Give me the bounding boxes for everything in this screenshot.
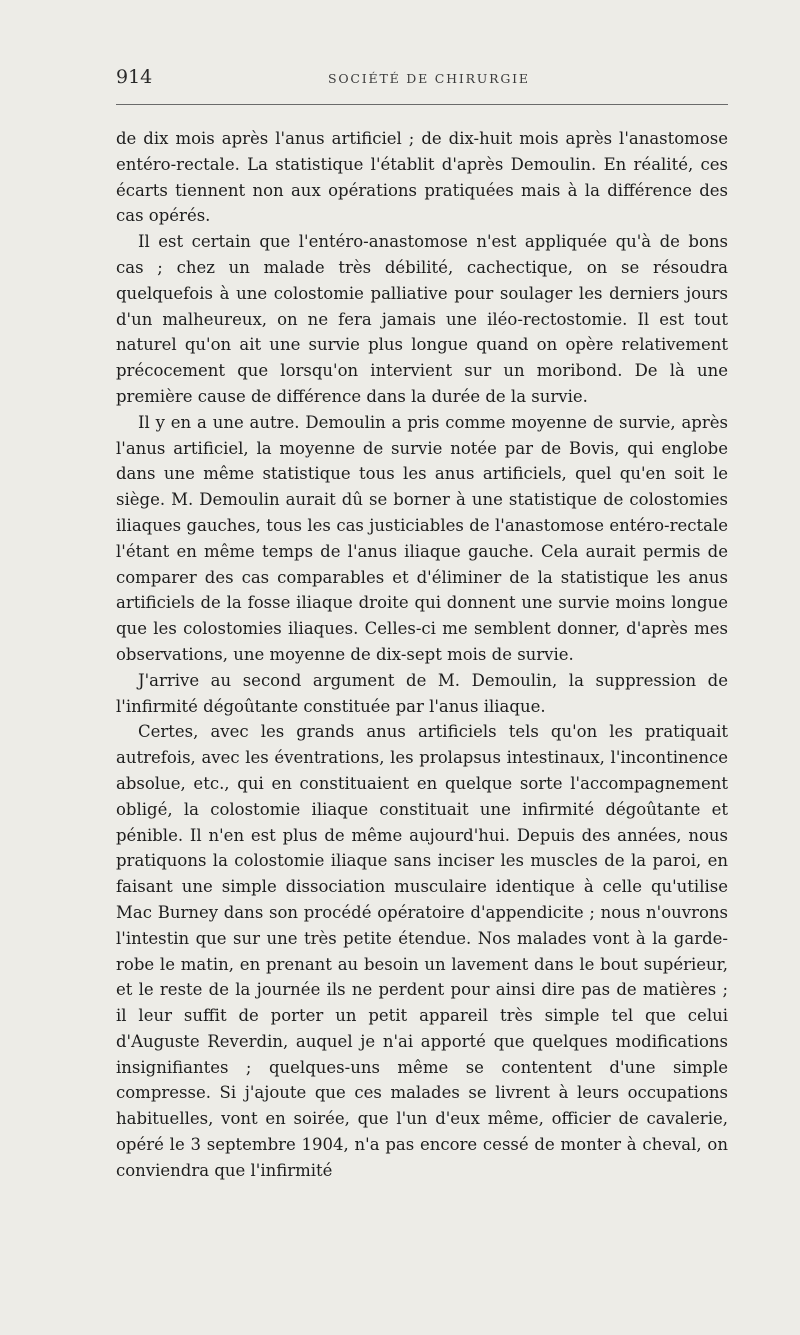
running-title: SOCIÉTÉ DE CHIRURGIE bbox=[328, 71, 530, 86]
paragraph: de dix mois après l'anus artificiel ; de dix-huit mois après l'anastomose entéro-rectale. La statistique l'établit d'après Demoulin. En réalité, ces écarts tiennent non aux opérations pratiquées mais à la différence des cas opérés. bbox=[116, 129, 728, 226]
paragraph: Certes, avec les grands anus artificiels tels qu'on les pratiquait autrefois, avec les éventrations, les prolapsus intestinaux, l'incontinence absolue, etc., qui en constituaient en quelque sorte l'accompagnement obligé, la colostomie iliaque constituait une infirmité dégoûtante et pénible. Il n'en est plus de même aujourd'hui. Depuis des années, nous pratiquons la colostomie iliaque sans inciser les muscles de la paroi, en faisant une simple dissociation musculaire identique à celle qu'utilise Mac Burney dans son procédé opératoire d'appendicite ; nous n'ouvrons l'intestin que sur une très petite étendue. Nos malades vont à la garde-robe le matin, en prenant au besoin un lavement dans le bout supérieur, et le reste de la journée ils ne perdent pour ainsi dire pas de matières ; il leur suffit de porter un petit appareil très simple tel que celui d'Auguste Reverdin, auquel je n'ai apporté que quelques modifications insignifiantes ; quelques-uns même se contentent d'une simple compresse. Si j'ajoute que ces malades se livrent à leurs occupations habituelles, vont en soirée, que l'un d'eux même, officier de cavalerie, opéré le 3 septembre 1904, n'a pas encore cessé de monter à cheval, on conviendra que l'infirmité bbox=[116, 722, 728, 1180]
paragraph: Il y en a une autre. Demoulin a pris comme moyenne de survie, après l'anus artificiel, la moyenne de survie notée par de Bovis, qui englobe dans une même statistique tous les anus artificiels, quel qu'en soit le siège. M. Demoulin aurait dû se borner à une statistique de colostomies iliaques gauches, tous les cas justiciables de l'anastomose entéro-rectale l'étant en même temps de l'anus iliaque gauche. Cela aurait permis de comparer des cas comparables et d'éliminer de la statistique les anus artificiels de la fosse iliaque droite qui donnent une survie moins longue que les colostomies iliaques. Celles-ci me semblent donner, d'après mes observations, une moyenne de dix-sept mois de survie. bbox=[116, 412, 728, 664]
paragraph: J'arrive au second argument de M. Demoulin, la suppression de l'infirmité dégoûtante constituée par l'anus iliaque. bbox=[116, 670, 728, 716]
body-text bbox=[116, 126, 728, 1184]
paragraph: Il est certain que l'entéro-anastomose n'est appliquée qu'à de bons cas ; chez un malade très débilité, cachectique, on se résoudra quelquefois à une colostomie palliative pour soulager les derniers jours d'un malheureux, on ne fera jamais une iléo-rectostomie. Il est tout naturel qu'on ait une survie plus longue quand on opère relativement précocement que lorsqu'on intervient sur un moribond. De là une première cause de différence dans la durée de la survie. bbox=[116, 232, 728, 406]
page-header bbox=[116, 66, 726, 94]
header-rule bbox=[116, 104, 728, 105]
page-number: 914 bbox=[116, 66, 153, 88]
